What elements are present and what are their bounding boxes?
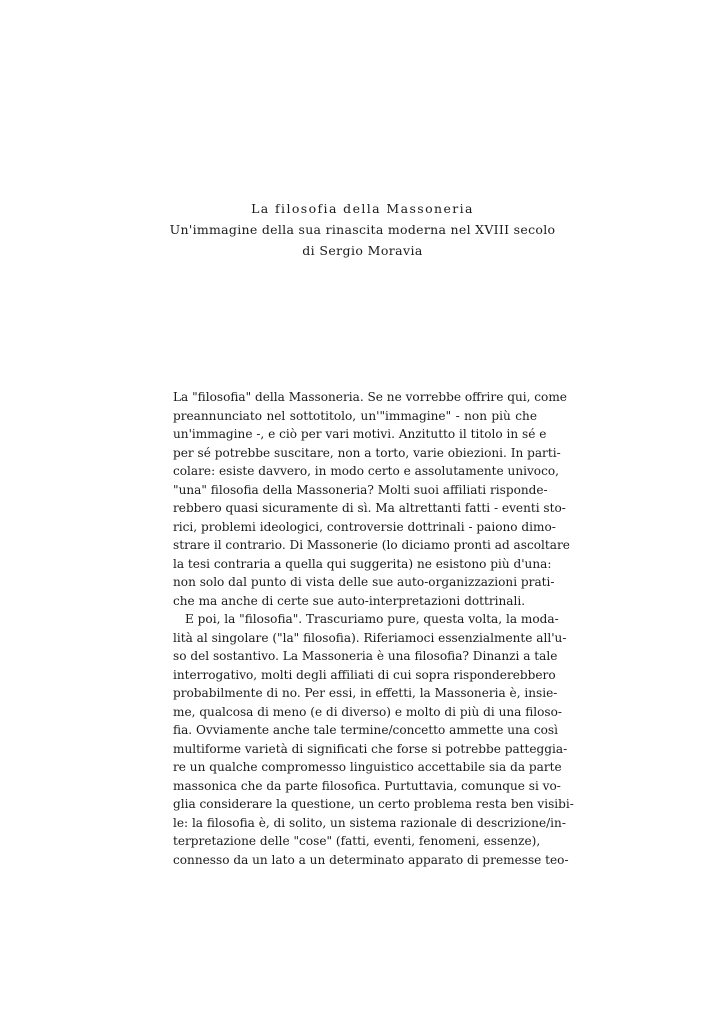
document-author: di Sergio Moravia bbox=[302, 243, 423, 258]
text-line: strare il contrario. Di Massonerie (lo diciamo pronti ad ascoltare bbox=[173, 538, 570, 552]
text-line: lità al singolare ("la" filosofia). Riferiamoci essenzialmente all'u- bbox=[173, 630, 567, 645]
text-line: rici, problemi ideologici, controversie dottrinali - paiono dimo- bbox=[173, 519, 556, 534]
text-line: non solo dal punto di vista delle sue auto-organizzazioni prati- bbox=[173, 575, 555, 589]
text-line: le: la filosofia è, di solito, un sistema razionale di descrizione/in- bbox=[173, 815, 566, 830]
text-line: un'immagine -, e ciò per vari motivi. Anzitutto il titolo in sé e bbox=[173, 427, 547, 441]
text-line: interrogativo, molti degli affiliati di cui sopra risponderebbero bbox=[173, 667, 556, 682]
text-line: che ma anche di certe sue auto-interpretazioni dottrinali. bbox=[173, 593, 526, 608]
document-title: La filosofia della Massoneria bbox=[251, 201, 474, 216]
text-line: so del sostantivo. La Massoneria è una filosofia? Dinanzi a tale bbox=[173, 649, 558, 663]
text-line: multiforme varietà di significati che forse si potrebbe patteggia- bbox=[173, 741, 568, 756]
text-line: preannunciato nel sottotitolo, un'"immagine" - non più che bbox=[173, 408, 537, 423]
text-line: rebbero quasi sicuramente di sì. Ma altrettanti fatti - eventi sto- bbox=[173, 501, 566, 515]
text-line: me, qualcosa di meno (e di diverso) e molto di più di una filoso- bbox=[173, 704, 563, 719]
text-line: La "filosofia" della Massoneria. Se ne vorrebbe offrire qui, come bbox=[173, 390, 567, 404]
text-line: re un qualche compromesso linguistico accettabile sia da parte bbox=[173, 760, 562, 774]
body-text bbox=[173, 388, 574, 869]
text-line: "una" filosofia della Massoneria? Molti suoi affiliati risponde- bbox=[173, 482, 548, 497]
text-line: massonica che da parte filosofica. Purtuttavia, comunque si vo- bbox=[173, 778, 561, 793]
text-line: per sé potrebbe suscitare, non a torto, varie obiezioni. In parti- bbox=[173, 445, 561, 460]
text-line: la tesi contraria a quella qui suggerita) ne esistono più d'una: bbox=[173, 556, 552, 571]
text-line: fia. Ovviamente anche tale termine/concetto ammette una così bbox=[173, 723, 558, 737]
text-line: glia considerare la questione, un certo problema resta ben visibi- bbox=[173, 797, 574, 811]
text-line: E poi, la "filosofia". Trascuriamo pure, questa volta, la moda- bbox=[185, 612, 559, 626]
title-block bbox=[0, 198, 725, 261]
document-subtitle: Un'immagine della sua rinascita moderna nel XVIII secolo bbox=[169, 222, 556, 237]
text-line: connesso da un lato a un determinato apparato di premesse teo- bbox=[173, 852, 569, 867]
text-line: terpretazione delle "cose" (fatti, eventi, fenomeni, essenze), bbox=[173, 834, 541, 848]
text-line: probabilmente di no. Per essi, in effetti, la Massoneria è, insie- bbox=[173, 686, 558, 700]
text-line: colare: esiste davvero, in modo certo e assolutamente univoco, bbox=[173, 464, 559, 478]
